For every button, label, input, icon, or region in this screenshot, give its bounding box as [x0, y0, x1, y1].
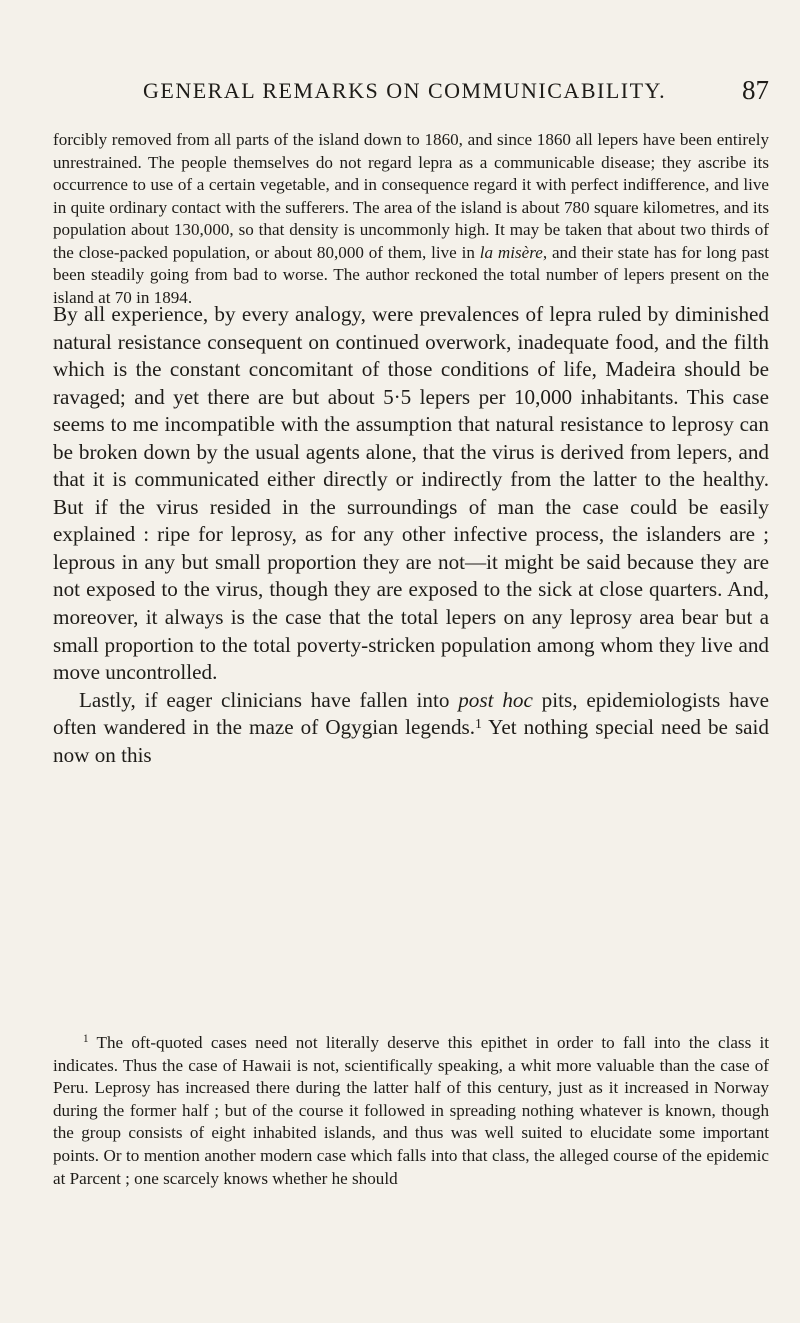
second-paragraph-middle: pits, epidemiologists have often wandered in the maze of Ogygian legends. [53, 687, 769, 740]
running-head: GENERAL REMARKS ON COMMUNICABILITY. [143, 78, 667, 103]
continued-paragraph-text: forcibly removed from all parts of the island down to 1860, and since 1860 all lepers have been entirely unrestrained. The people themselves do not regard lepra as a communicable disease; they ascribe its occurrence to use of a certain vegetable, and in consequence regard it with perfect indifference, and live in quite ordinary contact with the sufferers. The area of the island is about 780 square kilometres, and its population about 130,000, so that density is uncommonly high. It may be taken that about two thirds of the close-packed population, or about 80,000 of them, live in [53, 130, 769, 262]
main-paragraph [53, 301, 769, 769]
page-number: 87 [742, 75, 769, 105]
footnote-text: The oft-quoted cases need not literally deserve this epithet in order to fall into the class it indicates. Thus the case of Hawaii is not, scientifically speaking, a whit more valuable than the case of Peru. Leprosy has increased there during the latter half of this century, just as it increased in Norway during the former half ; but of the course it followed in spreading nothing whatever is known, though the group consists of eight inhabited islands, and thus was well suited to elucidate some important points. Or to mention another modern case which falls into that class, the alleged course of the epidemic at Parcent ; one scarcely knows whether he should [53, 1033, 769, 1188]
italic-phrase: post hoc [458, 687, 533, 712]
second-paragraph-text: Lastly, if eager clinicians have fallen into [79, 687, 459, 712]
continued-paragraph-text-end: , and their state has for long past been steadily going from bad to worse. The author reckoned the total number of lepers present on the island at 70 in 1894. [53, 242, 769, 307]
second-paragraph-end: Yet nothing special need be said now on this [53, 715, 769, 767]
main-paragraph-text: By all experience, by every analogy, were prevalences of lepra ruled by diminished natural resistance consequent on continued overwork, inadequate food, and the filth which is the constant concomitant of those conditions of life, Madeira should be ravaged; and yet there are but about 5·5 lepers per 10,000 inhabitants. This case seems to me incompatible with the assumption that natural resistance to leprosy can be broken down by the usual agents alone, that the virus is derived from lepers, and that it is communicated either directly or indirectly from the latter to the healthy. But if the virus resided in the surroundings of man the case could be easily explained : ripe for leprosy, as for any other infective process, the islanders are ; leprous in any but small proportion they are not—it might be said because they are not exposed to the virus, though they are exposed to the sick at close quarters. And, moreover, it always is the case that the total lepers on any leprosy area bear but a small proportion to the total poverty-stricken population among whom they live and move uncontrolled. [53, 302, 769, 685]
page-header [53, 75, 769, 112]
footnote-marker: 1 [83, 1033, 89, 1045]
italic-phrase: la misère [479, 242, 543, 262]
continued-paragraph [53, 129, 769, 309]
footnote [53, 1032, 769, 1190]
footnote-reference: 1 [475, 716, 482, 732]
